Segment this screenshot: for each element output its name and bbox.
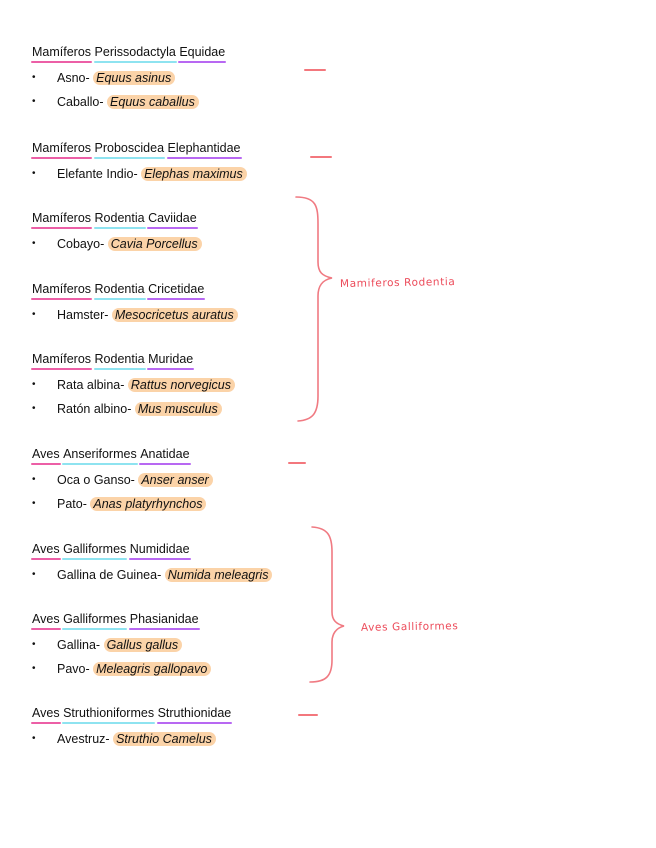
scientific-name: Anser anser (138, 473, 212, 487)
common-name: Ratón albino- (57, 402, 132, 416)
brace-galliformes (310, 527, 344, 682)
family-word: Caviidae (148, 210, 197, 228)
order-word: Anseriformes (63, 446, 137, 464)
class-word: Mamíferos (32, 281, 91, 299)
common-name: Avestruz- (57, 732, 110, 746)
common-name: Cobayo- (57, 237, 105, 251)
scientific-name: Elephas maximus (141, 167, 247, 181)
family-word: Anatidae (140, 446, 189, 464)
class-word: Mamíferos (32, 140, 91, 158)
annotation-galliformes: Aves Galliformes (360, 620, 459, 634)
family-word: Equidae (179, 44, 225, 62)
common-name: Elefante Indio- (57, 167, 138, 181)
scientific-name: Rattus norvegicus (128, 378, 235, 392)
family-word: Muridae (148, 351, 193, 369)
common-name: Caballo- (57, 95, 104, 109)
common-name: Pato- (57, 497, 87, 511)
common-name: Rata albina- (57, 378, 125, 392)
order-word: Galliformes (63, 611, 126, 629)
family-word: Phasianidae (130, 611, 199, 629)
class-word: Aves (32, 611, 60, 629)
scientific-name: Mesocricetus auratus (112, 308, 238, 322)
order-word: Proboscidea (95, 140, 165, 158)
class-word: Aves (32, 705, 60, 723)
order-word: Rodentia (95, 281, 145, 299)
scientific-name: Cavia Porcellus (108, 237, 202, 251)
brace-rodentia (296, 197, 332, 421)
family-word: Elephantidae (168, 140, 241, 158)
scientific-name: Anas platyrhynchos (90, 497, 206, 511)
class-word: Mamíferos (32, 210, 91, 228)
common-name: Hamster- (57, 308, 109, 322)
family-word: Cricetidae (148, 281, 204, 299)
scientific-name: Gallus gallus (104, 638, 183, 652)
common-name: Pavo- (57, 662, 90, 676)
family-word: Numididae (130, 541, 190, 559)
class-word: Aves (32, 446, 60, 464)
annotation-rodentia: Mamiferos Rodentia (339, 275, 456, 291)
order-word: Rodentia (95, 351, 145, 369)
order-word: Struthioniformes (63, 705, 154, 723)
scientific-name: Meleagris gallopavo (93, 662, 211, 676)
family-word: Struthionidae (158, 705, 232, 723)
class-word: Mamíferos (32, 44, 91, 62)
scientific-name: Numida meleagris (165, 568, 273, 582)
common-name: Asno- (57, 71, 90, 85)
order-word: Rodentia (95, 210, 145, 228)
order-word: Perissodactyla (95, 44, 176, 62)
common-name: Oca o Ganso- (57, 473, 135, 487)
scientific-name: Mus musculus (135, 402, 222, 416)
common-name: Gallina de Guinea- (57, 568, 162, 582)
class-word: Mamíferos (32, 351, 91, 369)
class-word: Aves (32, 541, 60, 559)
scientific-name: Equus asinus (93, 71, 175, 85)
scientific-name: Equus caballus (107, 95, 199, 109)
order-word: Galliformes (63, 541, 126, 559)
common-name: Gallina- (57, 638, 101, 652)
scientific-name: Struthio Camelus (113, 732, 216, 746)
